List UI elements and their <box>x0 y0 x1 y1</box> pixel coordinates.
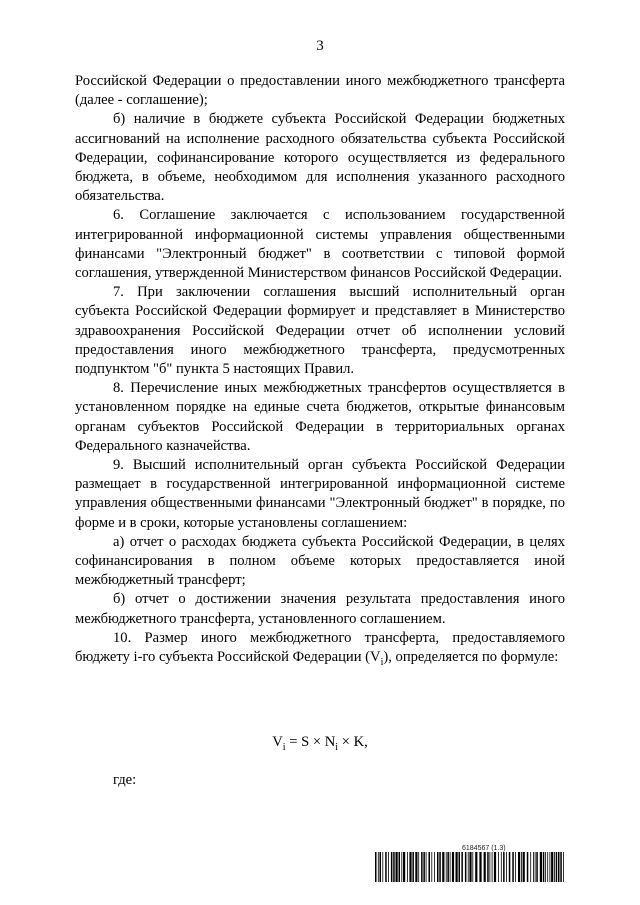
barcode-bar <box>551 852 553 882</box>
barcode-bar <box>556 852 558 882</box>
barcode-bar <box>475 852 477 882</box>
barcode-bar <box>501 852 502 882</box>
paragraph-9-placement: 9. Высший исполнительный орган субъекта Российской Федерации размещает в государственной интегрированной информационной системе управления общественными финансами "Электронный бюджет" в порядке, по форме и в сроки, которые установлены соглашением: <box>75 457 565 531</box>
page-number: 3 <box>316 38 324 54</box>
barcode-bar <box>560 852 562 882</box>
barcode <box>375 852 565 882</box>
barcode-bar <box>446 852 447 882</box>
barcode-bar <box>439 852 441 882</box>
paragraph-7-report: 7. При заключении соглашения высший исполнительный орган субъекта Российской Федерации формирует и представляет в Министерство здравоохранения Российской Федерации отчет об исполнении условий предоставления иного межбюджетного трансферта, предусмотренных подпунктом "б" пункта 5 настоящих Правил. <box>75 284 565 378</box>
barcode-bar <box>558 852 560 882</box>
barcode-bar <box>515 852 516 882</box>
barcode-bar <box>506 852 507 882</box>
barcode-bar <box>536 852 538 882</box>
formula-sub-i: i <box>282 741 286 753</box>
barcode-bar <box>530 852 531 882</box>
barcode-bar <box>563 852 564 882</box>
barcode-bar <box>382 852 383 882</box>
barcode-bar <box>479 852 481 882</box>
barcode-bar <box>465 852 467 882</box>
formula-v: V <box>272 734 283 750</box>
barcode-bar <box>468 852 469 882</box>
formula-sub-i-2: i <box>335 741 339 753</box>
document-code: 6184567 (1.3) <box>462 845 506 852</box>
barcode-bar <box>543 852 545 882</box>
barcode-bar <box>523 852 525 882</box>
barcode-bar <box>450 852 451 882</box>
barcode-bar <box>434 852 435 882</box>
barcode-bar <box>442 852 444 882</box>
barcode-bar <box>401 852 402 882</box>
barcode-bar <box>396 852 398 882</box>
barcode-bar <box>509 852 511 882</box>
barcode-bar <box>385 852 387 882</box>
barcode-bar <box>431 852 432 882</box>
barcode-bar <box>545 852 546 882</box>
barcode-bar <box>490 852 491 882</box>
barcode-bar <box>429 852 431 882</box>
barcode-bar <box>492 852 493 882</box>
formula-part-2: × K, <box>338 734 368 750</box>
paragraph-9b-result-report: б) отчет о достижении значения результата предоставления иного межбюджетного трансферта, установленного соглашением. <box>75 591 565 627</box>
paragraph-continuation: Российской Федерации о предоставлении иного межбюджетного трансферта (далее - соглашение); <box>75 73 565 109</box>
barcode-bar <box>423 852 425 882</box>
barcode-bar <box>518 852 520 882</box>
barcode-bar <box>472 852 473 882</box>
barcode-bar <box>459 852 461 882</box>
barcode-bar <box>393 852 395 882</box>
body-text <box>75 72 565 672</box>
barcode-bar <box>503 852 505 882</box>
barcode-bar <box>378 852 379 882</box>
barcode-bar <box>415 852 417 882</box>
barcode-bar <box>521 852 522 882</box>
barcode-bar <box>487 852 489 882</box>
barcode-bar <box>494 852 496 882</box>
barcode-bar <box>535 852 536 882</box>
barcode-bar <box>418 852 419 882</box>
barcode-bar <box>375 852 377 882</box>
formula <box>0 734 640 753</box>
barcode-bar <box>421 852 423 882</box>
barcode-bar <box>380 852 382 882</box>
barcode-bar <box>550 852 551 882</box>
barcode-bar <box>447 852 449 882</box>
paragraph-item-b-budget: б) наличие в бюджете субъекта Российской Федерации бюджетных ассигнований на исполнение расходного обязательства субъекта Российской Федерации, софинансирование которого осуществляется из федерального бюджета, в объеме, необходимом для исполнения указанного расходного обязательства. <box>75 111 565 205</box>
barcode-bar <box>391 852 393 882</box>
barcode-bar <box>461 852 463 882</box>
barcode-bar <box>484 852 486 882</box>
barcode-bar <box>547 852 548 882</box>
barcode-bar <box>412 852 414 882</box>
barcode-bar <box>512 852 514 882</box>
formula-part-1: = S × N <box>285 734 336 750</box>
barcode-bar <box>456 852 458 882</box>
barcode-bar <box>452 852 454 882</box>
paragraph-6-agreement: 6. Соглашение заключается с использованием государственной интегрированной информационной системы управления общественными финансами "Электронный бюджет" в соответствии с типовой формой соглашения, утвержденной Министерством финансов Российской Федерации. <box>75 207 565 282</box>
barcode-bar <box>527 852 529 882</box>
barcode-bar <box>403 852 405 882</box>
where-label: где: <box>113 772 137 788</box>
barcode-bar <box>554 852 555 882</box>
barcode-bar <box>399 852 401 882</box>
barcode-bar <box>409 852 411 882</box>
barcode-bar <box>533 852 534 882</box>
paragraph-8-transfer: 8. Перечисление иных межбюджетных трансфертов осуществляется в установленном порядке на единые счета бюджетов, открытые финансовым органам субъектов Российской Федерации в территориальных органах Федерального казначейства. <box>75 380 565 454</box>
paragraph-9a-expenses-report: а) отчет о расходах бюджета субъекта Российской Федерации, в целях софинансирования в полном объеме которых предоставляется иной межбюджетный трансферт; <box>75 533 565 589</box>
barcode-bar <box>498 852 499 882</box>
paragraph-10-amount: 10. Размер иного межбюджетного трансферта, предоставляемого бюджету i-го субъекта Российской Федерации $(V_i)$, определяется по формуле: <box>75 629 565 668</box>
barcode-bar <box>388 852 389 882</box>
barcode-bar <box>426 852 427 882</box>
barcode-bar <box>540 852 542 882</box>
barcode-bar <box>407 852 408 882</box>
barcode-bar <box>437 852 439 882</box>
barcode-bar <box>469 852 471 882</box>
